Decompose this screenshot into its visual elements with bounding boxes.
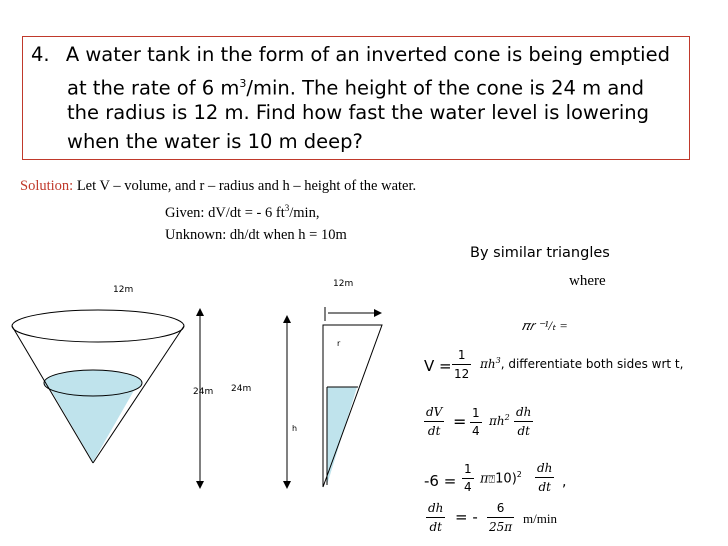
problem-text-1: A water tank in the form of an inverted cone is being emptied <box>65 43 670 66</box>
e2-rhs-fraction <box>514 403 533 440</box>
e3-comma: , <box>562 474 567 490</box>
problem-line-1 <box>31 43 670 67</box>
v-term: 𝜋ℎ <box>480 357 496 371</box>
given-text: Given: dV/dt = - 6 ft <box>165 204 285 221</box>
water-surface <box>44 370 142 396</box>
e3-rhs-fraction <box>535 459 554 496</box>
e3-den: 4 <box>464 480 472 494</box>
e3-fraction <box>462 461 474 496</box>
e3-num: 1 <box>462 461 474 479</box>
where-text: where <box>569 273 606 289</box>
arrow-head-up <box>196 308 204 316</box>
problem-box <box>22 36 690 160</box>
e3-lhs: -6 = <box>424 472 457 490</box>
e4-unit: m/min <box>523 511 557 526</box>
e4-lhs-den: 𝑑𝑡 <box>429 520 442 534</box>
e3-val: 10 <box>495 471 512 487</box>
given-line <box>165 203 319 222</box>
cone-rim <box>12 310 184 342</box>
e4-den: 25𝜋 <box>489 520 513 534</box>
problem-line-4: when the water is 10 m deep? <box>67 130 363 153</box>
cone-radius-label: 12m <box>113 285 134 295</box>
e2-exp: 2 <box>504 413 510 422</box>
top-arrow-right <box>374 309 382 317</box>
e2-lhs-fraction <box>424 403 444 440</box>
v-post: , differentiate both sides wrt t, <box>500 357 684 371</box>
problem-number: 4. <box>31 43 50 66</box>
garbled-formula: 𝜋𝑟 ⁻¹/ₜ = <box>522 318 568 333</box>
solution-label: Solution: <box>20 178 74 194</box>
e3-rhs-den: 𝑑𝑡 <box>538 480 551 494</box>
e4-lhs-num: 𝑑ℎ <box>426 499 445 518</box>
triangle-r-label: r <box>337 339 341 348</box>
v-fraction <box>452 346 471 383</box>
solution-intro: Let V – volume, and r – radius and h – height of the water. <box>76 178 417 194</box>
tri-arrow-down <box>283 481 291 489</box>
e2-den: 4 <box>472 424 480 438</box>
triangle-top-label: 12m <box>333 279 354 289</box>
problem-line-2 <box>67 72 644 101</box>
e2-term: 𝜋ℎ <box>489 414 505 428</box>
e3-term: 𝜋 <box>480 471 489 487</box>
v-num: 1 <box>452 346 471 365</box>
e3-paren: ) <box>511 471 517 487</box>
e3-term-wrap <box>480 470 522 486</box>
triangle-figure <box>270 295 400 495</box>
e4-eq: = - <box>455 508 478 526</box>
solution-line <box>20 178 416 195</box>
e2-rhs-den: 𝑑𝑡 <box>517 424 530 438</box>
problem-text-2b: /min. The height of the cone is 24 m and <box>246 76 645 100</box>
e2-lhs-num: 𝑑𝑉 <box>424 403 444 422</box>
unknown-line: Unknown: dh/dt when h = 10m <box>165 227 347 243</box>
given-post: /min, <box>289 204 320 221</box>
e4-num: 6 <box>487 499 514 518</box>
v-den: 12 <box>454 367 470 381</box>
problem-text-2a: at the rate of 6 m <box>67 76 240 100</box>
e2-fraction <box>470 405 482 440</box>
cone-height-label: 24m <box>193 387 214 397</box>
tri-arrow-up <box>283 315 291 323</box>
e3-exp: 2 <box>516 470 522 479</box>
e2-eq: = <box>453 412 467 431</box>
v-rest <box>480 356 683 372</box>
e2-term-wrap <box>489 413 510 429</box>
e2-rhs-num: 𝑑ℎ <box>514 403 533 422</box>
e2-lhs-den: 𝑑𝑡 <box>427 424 441 438</box>
v-equals: V = <box>424 357 452 375</box>
e3-rhs-num: 𝑑ℎ <box>535 459 554 478</box>
v-exp: 3 <box>495 356 501 365</box>
e2-num: 1 <box>470 405 482 423</box>
arrow-head-down <box>196 481 204 489</box>
problem-line-3: the radius is 12 m. Find how fast the water level is lowering <box>67 101 650 124</box>
similar-triangles-heading: By similar triangles <box>470 245 610 261</box>
e3-box: ⍰ <box>488 472 496 486</box>
given-sup: 3 <box>284 203 290 213</box>
triangle-h-label: h <box>292 424 298 433</box>
triangle-height-label: 24m <box>231 384 252 394</box>
cone-figure <box>0 270 215 490</box>
e4-fraction <box>487 499 514 536</box>
e4-lhs-fraction <box>426 499 445 536</box>
problem-sup: 3 <box>239 77 247 90</box>
